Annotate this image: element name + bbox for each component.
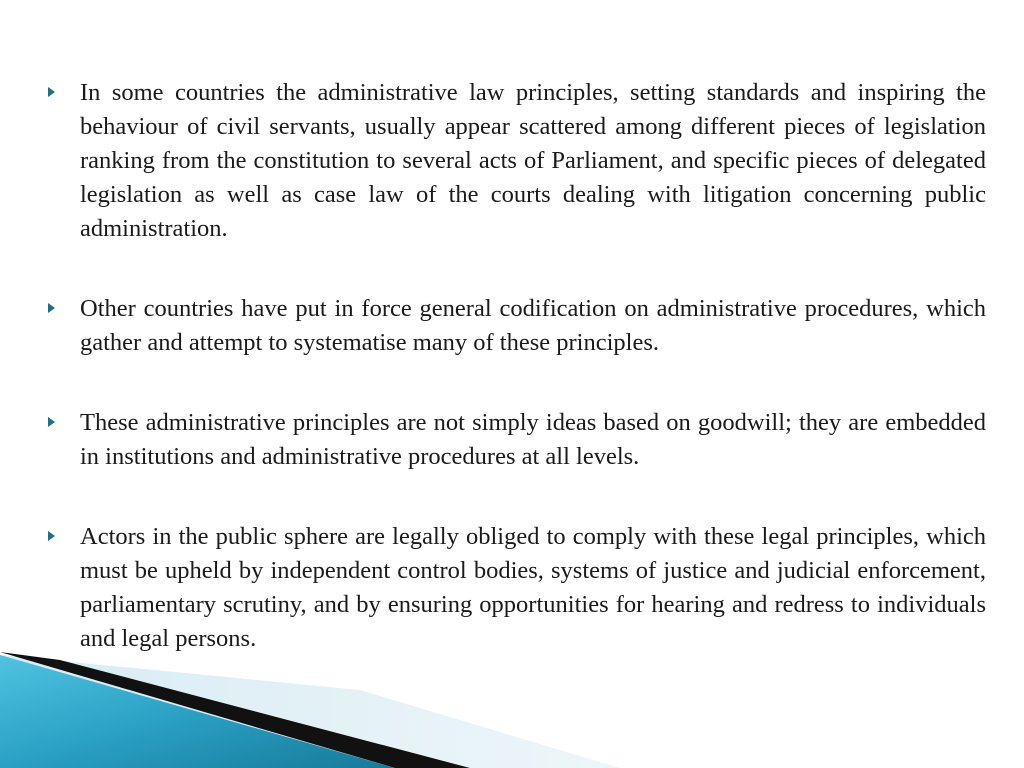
triangle-right-icon — [48, 531, 55, 541]
bullet-item — [48, 292, 986, 360]
bullet-text: Actors in the public sphere are legally obliged to comply with these legal principles, which must be upheld by independent control bodies, systems of justice and judicial enforcement, parliamentary scrutiny, and by ensuring opportunities for hearing and redress to individuals and legal persons. — [80, 523, 986, 652]
triangle-right-icon — [48, 303, 55, 313]
bullet-item — [48, 520, 986, 656]
bullet-text: In some countries the administrative law principles, setting standards and inspiring the behaviour of civil servants, usually appear scattered among different pieces of legislation ranking from the constitution to several acts of Parliament, and specific pieces of delegated legislation as well as case law of the courts dealing with litigation concerning public administration. — [80, 79, 986, 242]
bullet-item — [48, 76, 986, 246]
triangle-right-icon — [48, 417, 55, 427]
bullet-list — [48, 76, 986, 702]
bullet-text: These administrative principles are not simply ideas based on goodwill; they are embedded in institutions and administrative procedures at all levels. — [80, 409, 986, 470]
triangle-right-icon — [48, 87, 55, 97]
bullet-text: Other countries have put in force general codification on administrative procedures, which gather and attempt to systematise many of these principles. — [80, 295, 986, 356]
bullet-item — [48, 406, 986, 474]
